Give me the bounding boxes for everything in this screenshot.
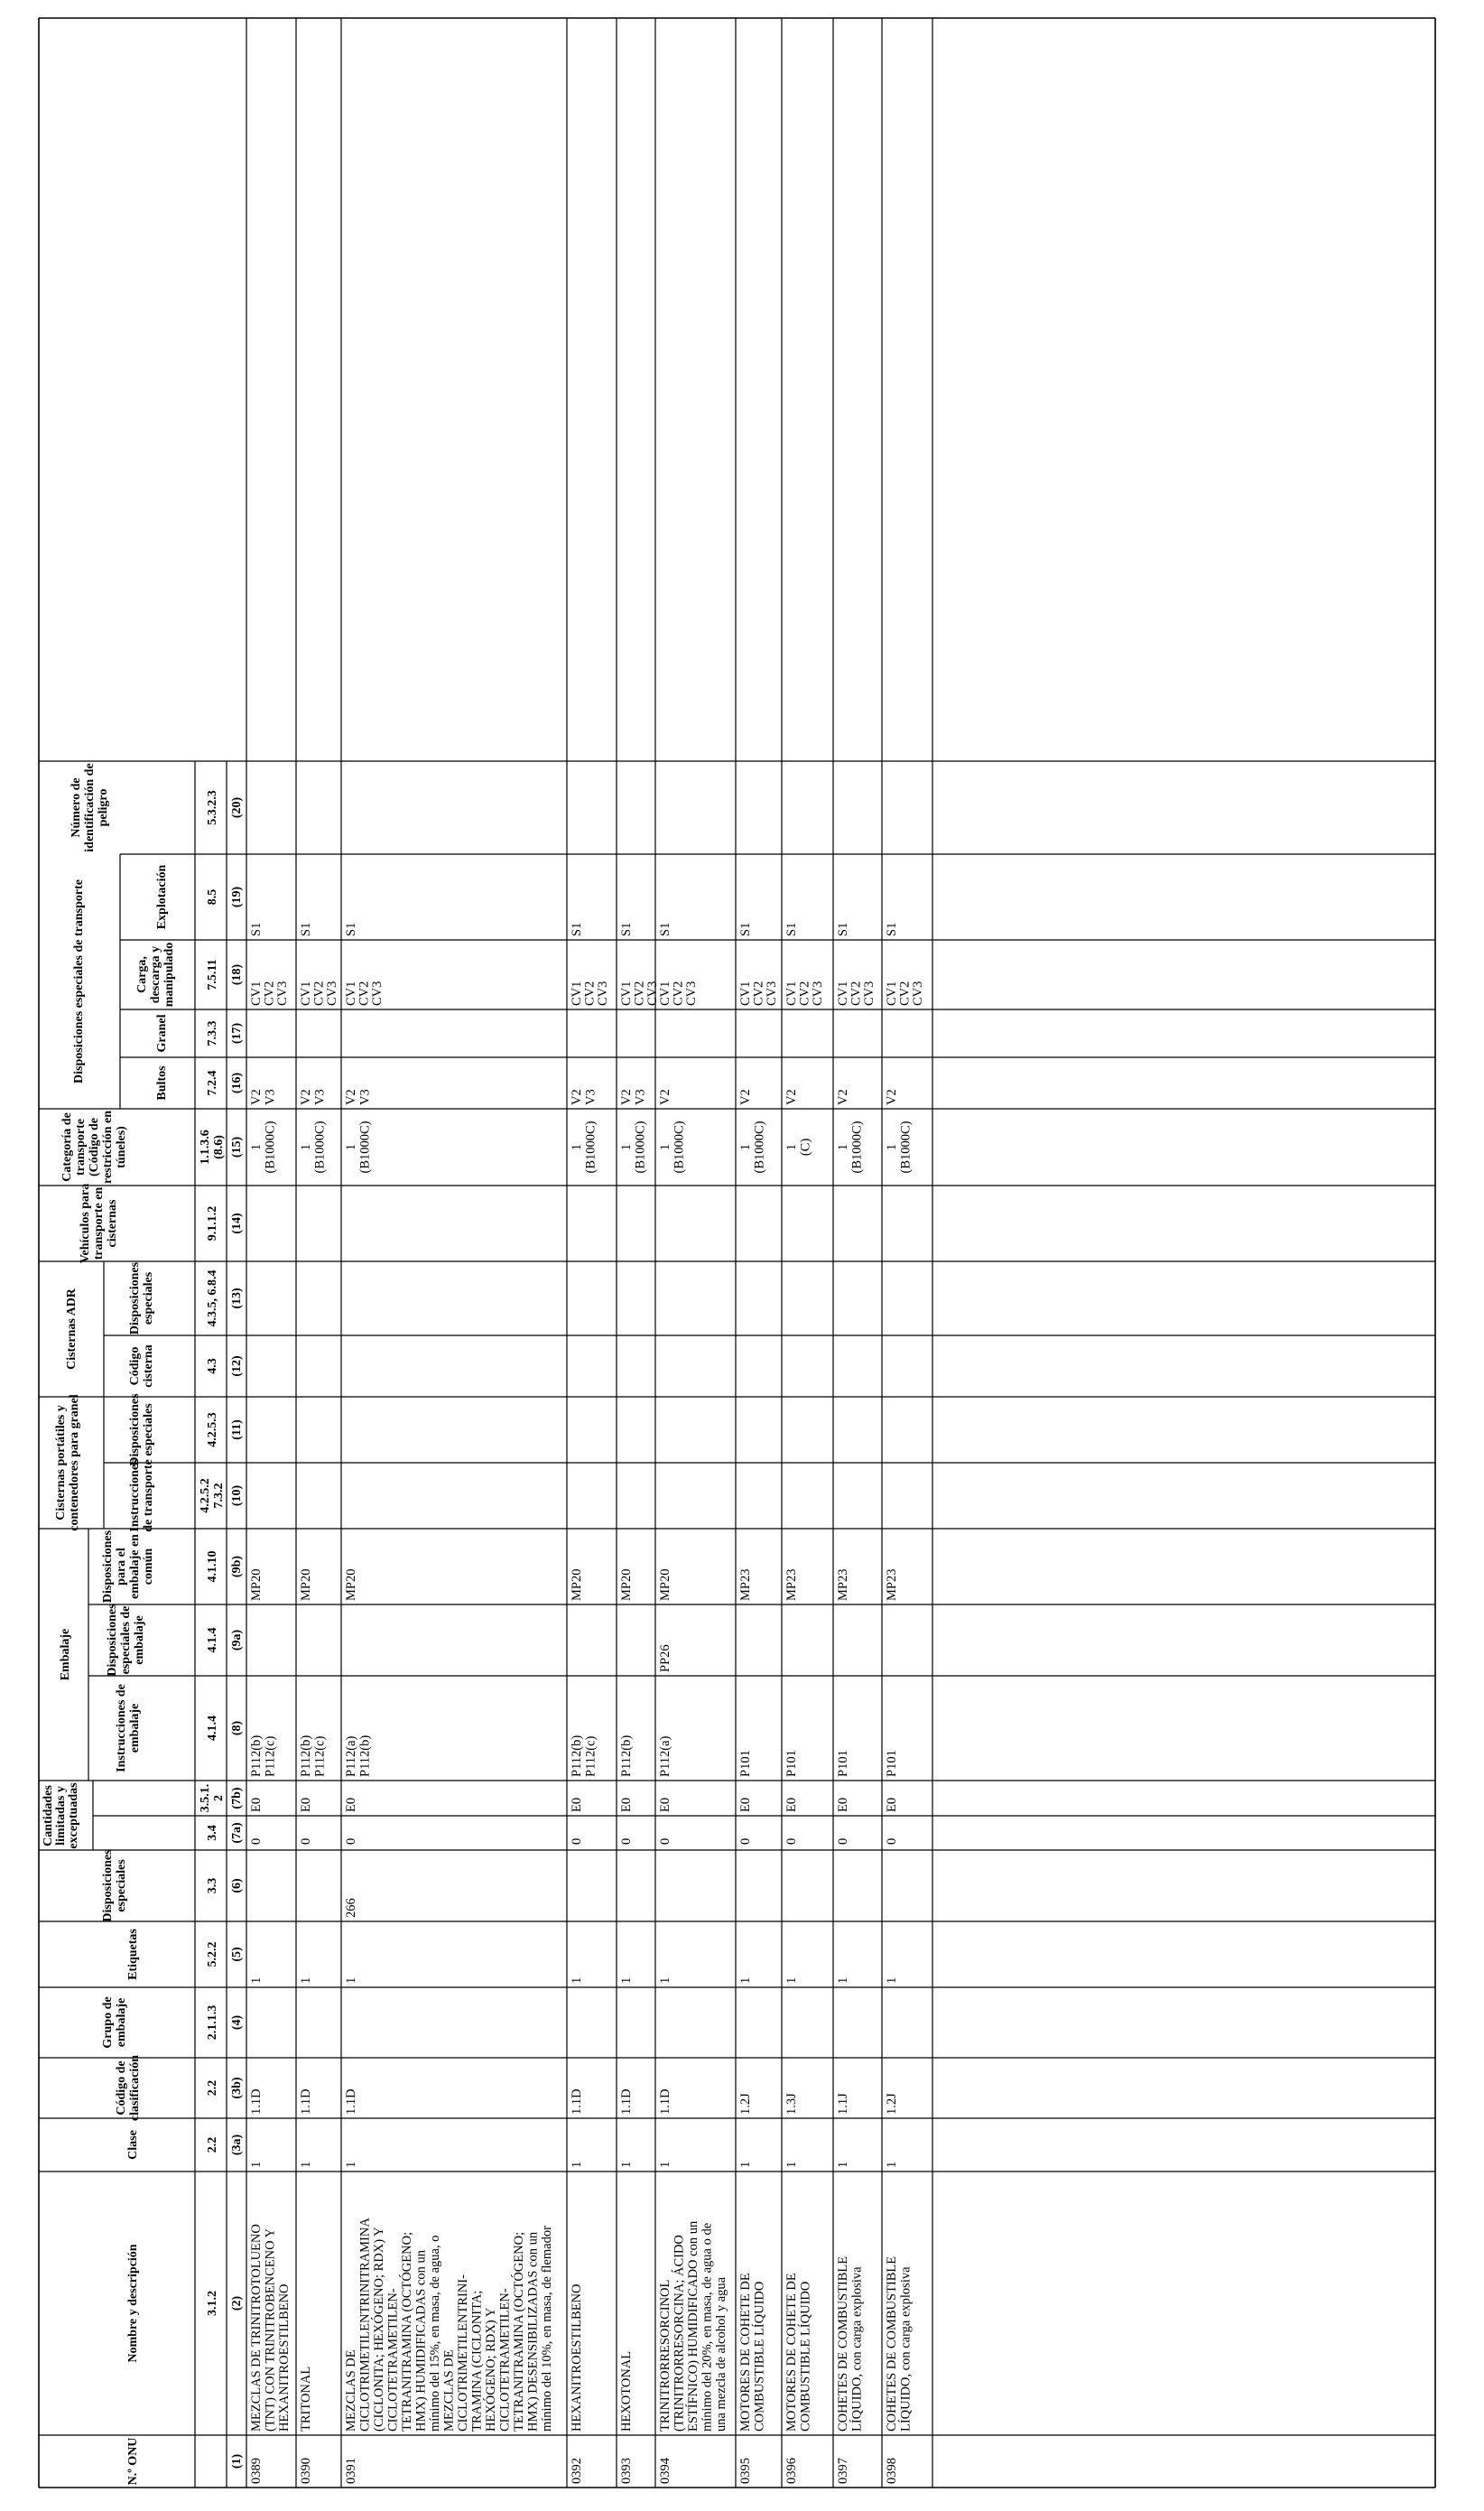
packing-instruction: P101 (885, 1750, 899, 1777)
label-value: 1 (249, 1976, 264, 1984)
loading-provision: CV2 (751, 981, 766, 1006)
limited-qty: 0 (738, 1837, 753, 1845)
substance-name: MEZCLAS DE (441, 2349, 457, 2432)
loading-provision: CV2 (632, 981, 647, 1006)
packing-instruction: P112(a) (658, 1735, 672, 1777)
packages-provision: V3 (357, 1089, 373, 1105)
class-value: 1 (836, 2161, 850, 2168)
loading-provision: CV3 (370, 981, 385, 1006)
reference-label: 7.3.3 (206, 1020, 219, 1046)
transport-category: (B1000C) (312, 1121, 328, 1174)
column-number: (4) (230, 2014, 244, 2031)
transport-category: 1 (658, 1143, 672, 1151)
reference-label: 2.2 (206, 2136, 219, 2153)
loading-provision: CV3 (325, 981, 339, 1006)
transport-category: 1 (570, 1143, 584, 1151)
packages-provision: V2 (885, 1089, 899, 1105)
column-number: (9a) (230, 1629, 244, 1651)
operation-provision: S1 (885, 922, 899, 936)
reference-label: 9.1.1.2 (206, 1205, 219, 1242)
un-number: 0393 (619, 2458, 634, 2484)
loading-provision: CV2 (897, 981, 913, 1006)
substance-name: MEZCLAS DE TRINITROTOLUENO (249, 2224, 264, 2432)
column-number: (15) (230, 1136, 244, 1158)
reference-label: 7.2.4 (206, 1070, 219, 1096)
reference-label: 4.1.4 (206, 1716, 219, 1741)
excepted-qty: E0 (344, 1797, 358, 1812)
column-header: transporte (74, 1119, 88, 1176)
un-number: 0390 (299, 2458, 313, 2484)
classification-code: 1.1D (658, 2088, 672, 2115)
limited-qty: 0 (784, 1837, 799, 1845)
column-header: embalaje (128, 1703, 142, 1753)
transport-category: 1 (619, 1143, 634, 1151)
mixed-packing: MP20 (249, 1568, 264, 1601)
classification-code: 1.1D (299, 2088, 313, 2115)
substance-name: COHETES DE COMBUSTIBLE (885, 2255, 899, 2432)
un-number: 0389 (249, 2458, 264, 2484)
operation-provision: S1 (299, 922, 313, 936)
transport-category: (B1000C) (583, 1121, 598, 1174)
column-number: (1) (230, 2453, 244, 2469)
classification-code: 1.1D (619, 2088, 634, 2115)
loading-provision: CV1 (738, 981, 753, 1006)
column-header: Grupo de (101, 1996, 115, 2049)
mixed-packing: MP23 (738, 1568, 753, 1601)
packing-instruction: P101 (784, 1750, 799, 1777)
transport-category: (B1000C) (633, 1121, 648, 1174)
column-header: cisternas (106, 1199, 119, 1248)
substance-name: HEXÓGENO; RDX) Y (484, 2307, 498, 2432)
transport-category: 1 (249, 1143, 264, 1151)
packages-provision: V2 (658, 1089, 672, 1105)
column-header: transporte en (92, 1186, 106, 1260)
substance-name: TETRANITRAMINA (OCTÓGENO; (512, 2231, 526, 2432)
substance-name: TRAMINA (CICLONITA; (469, 2290, 485, 2432)
operation-provision: S1 (784, 922, 799, 936)
limited-qty: 0 (836, 1837, 850, 1845)
loading-provision: CV2 (671, 981, 686, 1006)
substance-name: CICLOTRIMETILENTRINI- (456, 2274, 470, 2432)
loading-provision: CV1 (299, 981, 313, 1006)
column-number: (6) (230, 1878, 244, 1893)
mixed-packing: MP20 (619, 1568, 634, 1601)
substance-name: HMX) DESENSIBILIZADAS con un (525, 2231, 541, 2432)
header-cantidades: limitadas y (54, 1786, 68, 1846)
column-number: (7a) (230, 1822, 244, 1844)
loading-provision: CV2 (849, 981, 864, 1006)
limited-qty: 0 (249, 1837, 264, 1845)
column-header: N.º ONU (126, 2437, 140, 2486)
excepted-qty: E0 (619, 1797, 634, 1812)
reference-label: 8.5 (206, 888, 219, 906)
mixed-packing: MP20 (658, 1568, 672, 1601)
special-provision: 266 (344, 1898, 358, 1918)
excepted-qty: E0 (885, 1797, 899, 1812)
reference-label: 3.5.1. (199, 1783, 212, 1813)
loading-provision: CV1 (658, 981, 672, 1006)
loading-provision: CV3 (645, 981, 660, 1006)
column-header: Número de (70, 777, 83, 838)
substance-name: una mezcla de alcohol y agua (714, 2276, 728, 2432)
column-header: Nombre y descripción (126, 2244, 140, 2363)
reference-label: 3.4 (206, 1825, 219, 1841)
un-number: 0392 (570, 2458, 584, 2484)
classification-code: 1.1D (570, 2088, 584, 2115)
packing-instruction: P112(c) (583, 1735, 598, 1777)
reference-label: (8.6) (212, 1135, 226, 1159)
packing-instruction: P112(b) (249, 1734, 264, 1777)
loading-provision: CV1 (784, 981, 799, 1006)
column-number: (2) (230, 2295, 244, 2311)
transport-category: 1 (299, 1143, 313, 1151)
header-disposiciones-transporte: Disposiciones especiales de transporte (72, 879, 86, 1083)
classification-code: 1.3J (784, 2093, 799, 2115)
reference-label: 1.1.3.6 (199, 1130, 212, 1165)
header-cisternas-adr: Cisternas ADR (65, 1288, 79, 1370)
reference-label: 4.2.5.2 (199, 1478, 212, 1513)
substance-name: MOTORES DE COHETE DE (738, 2273, 753, 2432)
label-value: 1 (658, 1976, 672, 1984)
class-value: 1 (619, 2161, 634, 2168)
label-value: 1 (570, 1976, 584, 1984)
loading-provision: CV2 (262, 981, 277, 1006)
loading-provision: CV1 (836, 981, 850, 1006)
column-header: Categoría de (60, 1112, 74, 1182)
column-header: manipulado (162, 942, 176, 1008)
packages-provision: V3 (583, 1089, 598, 1105)
packages-provision: V2 (299, 1089, 313, 1105)
loading-provision: CV3 (765, 981, 779, 1006)
substance-name: LÍQUIDO, con carga explosiva (898, 2266, 914, 2432)
un-number: 0398 (885, 2458, 899, 2484)
substance-name: COHETES DE COMBUSTIBLE (836, 2255, 850, 2432)
column-header: Vehículos para (79, 1183, 92, 1264)
label-value: 1 (784, 1976, 799, 1984)
reference-label: 2 (212, 1795, 226, 1801)
loading-provision: CV1 (885, 981, 899, 1006)
column-number: (20) (230, 796, 244, 819)
column-header: especiales (142, 1271, 155, 1325)
column-number: (9b) (230, 1555, 244, 1578)
mixed-packing: MP20 (299, 1568, 313, 1601)
packing-instruction: P112(b) (299, 1734, 313, 1777)
limited-qty: 0 (570, 1837, 584, 1845)
substance-name: TRITONAL (299, 2366, 313, 2432)
column-header: embalaje (115, 1997, 128, 2048)
label-value: 1 (836, 1976, 850, 1984)
header-cantidades: exceptuadas (67, 1782, 80, 1849)
header-embalaje: Embalaje (59, 1628, 72, 1681)
operation-provision: S1 (570, 922, 584, 936)
column-number: (3b) (230, 2077, 244, 2099)
packages-provision: V2 (344, 1089, 358, 1105)
mixed-packing: MP23 (784, 1568, 799, 1601)
label-value: 1 (344, 1976, 358, 1984)
class-value: 1 (344, 2161, 358, 2168)
column-header: Instrucciones de (115, 1684, 128, 1772)
header-cantidades: Cantidades (42, 1785, 55, 1846)
operation-provision: S1 (249, 922, 264, 936)
reference-label: 4.2.5.3 (206, 1412, 219, 1447)
loading-provision: CV1 (619, 981, 634, 1006)
substance-name: ESTÍFNICO) HUMIDIFICADO con un (686, 2220, 700, 2432)
packages-provision: V2 (836, 1089, 850, 1105)
column-header: especiales (115, 1859, 128, 1912)
operation-provision: S1 (619, 922, 634, 936)
label-value: 1 (738, 1976, 753, 1984)
loading-provision: CV3 (596, 981, 610, 1006)
transport-category: (B1000C) (263, 1121, 278, 1174)
mixed-packing: MP20 (344, 1568, 358, 1601)
column-header: Clase (126, 2130, 140, 2160)
transport-category: (B1000C) (752, 1121, 767, 1174)
operation-provision: S1 (836, 922, 850, 936)
limited-qty: 0 (344, 1837, 358, 1845)
column-number: (18) (230, 963, 244, 986)
excepted-qty: E0 (249, 1797, 264, 1812)
class-value: 1 (570, 2161, 584, 2168)
column-header: descarga y (149, 945, 162, 1004)
loading-provision: CV3 (684, 981, 699, 1006)
class-value: 1 (249, 2161, 264, 2168)
reference-label: 4.1.10 (206, 1550, 219, 1583)
packing-instruction: P101 (738, 1750, 753, 1777)
excepted-qty: E0 (738, 1797, 753, 1812)
class-value: 1 (658, 2161, 672, 2168)
packing-instruction: P112(b) (619, 1734, 634, 1777)
transport-category: (B1000C) (898, 1121, 914, 1174)
label-value: 1 (885, 1976, 899, 1984)
packages-provision: V2 (570, 1089, 584, 1105)
column-number: (11) (230, 1419, 244, 1440)
substance-name: CICLOTRIMETILENTRINITRAMINA (357, 2218, 373, 2432)
packages-provision: V3 (312, 1089, 328, 1105)
loading-provision: CV3 (911, 981, 925, 1006)
column-header: peligro (97, 788, 110, 827)
excepted-qty: E0 (784, 1797, 799, 1812)
mixed-packing: MP23 (885, 1568, 899, 1601)
class-value: 1 (738, 2161, 753, 2168)
loading-provision: CV1 (570, 981, 584, 1006)
column-header: Explotación (155, 864, 169, 930)
un-number: 0396 (784, 2458, 799, 2484)
excepted-qty: E0 (658, 1797, 672, 1812)
reference-label: 2.2 (206, 2079, 219, 2097)
un-number: 0391 (344, 2458, 358, 2484)
loading-provision: CV1 (249, 981, 264, 1006)
limited-qty: 0 (885, 1837, 899, 1845)
column-number: (19) (230, 886, 244, 908)
substance-name: CICLOTETRAMETILEN- (497, 2288, 513, 2432)
reference-label: 4.3 (206, 1358, 219, 1374)
packages-provision: V3 (633, 1089, 648, 1105)
loading-provision: CV3 (275, 981, 290, 1006)
reference-label: 7.5.11 (206, 959, 219, 990)
transport-category: (B1000C) (849, 1121, 865, 1174)
column-header: Bultos (155, 1065, 169, 1101)
column-header: Etiquetas (126, 1929, 140, 1980)
column-header: embalaje en (128, 1534, 142, 1599)
header-cisternas-portatiles: Cisternas portátiles y (54, 1405, 68, 1521)
excepted-qty: E0 (299, 1797, 313, 1812)
column-header: de transporte (142, 1459, 155, 1532)
excepted-qty: E0 (570, 1797, 584, 1812)
substance-name: mínimo del 10%, en masa, de flemador (540, 2226, 554, 2432)
substance-name: COMBUSTIBLE LÍQUIDO (752, 2281, 767, 2432)
un-number: 0395 (738, 2458, 753, 2484)
column-header: Granel (155, 1014, 169, 1053)
operation-provision: S1 (738, 922, 753, 936)
substance-name: HEXANITROESTILBENO (570, 2283, 584, 2432)
reference-label: 3.1.2 (206, 2291, 219, 2316)
label-value: 1 (619, 1976, 634, 1984)
substance-name: LÍQUIDO, con carga explosiva (849, 2266, 865, 2432)
classification-code: 1.2J (885, 2093, 899, 2115)
column-number: (14) (230, 1213, 244, 1234)
classification-code: 1.1D (249, 2088, 264, 2115)
packing-instruction: P112(c) (312, 1735, 328, 1777)
substance-name: (TNT) CON TRINITROBENCENO Y (263, 2227, 278, 2432)
classification-code: 1.1D (344, 2088, 358, 2115)
column-header: para el (115, 1548, 128, 1586)
column-number: (3a) (230, 2134, 244, 2156)
loading-provision: CV2 (311, 981, 327, 1006)
substance-name: mínimo del 20%, en masa, de agua o de (700, 2222, 715, 2432)
un-number: 0397 (836, 2458, 850, 2484)
operation-provision: S1 (344, 922, 358, 936)
column-number: (16) (230, 1072, 244, 1094)
column-header: especiales (142, 1403, 155, 1456)
column-header: Disposiciones (101, 1530, 115, 1604)
substance-name: HEXOTONAL (619, 2350, 634, 2432)
column-header: Disposiciones (101, 1849, 115, 1922)
class-value: 1 (885, 2161, 899, 2168)
substance-name: mínimo del 15%, en masa, de agua, o (428, 2235, 442, 2432)
column-number: (7b) (230, 1787, 244, 1809)
transport-category: 1 (344, 1143, 358, 1151)
substance-name: MEZCLAS DE (344, 2349, 358, 2432)
loading-provision: CV3 (811, 981, 825, 1006)
substance-name: HEXANITROESTILBENO (277, 2283, 292, 2432)
column-header: embalaje (133, 1615, 146, 1665)
column-number: (8) (230, 1720, 244, 1736)
transport-category: 1 (885, 1143, 899, 1151)
column-header: identificación de (83, 763, 97, 852)
transport-category: 1 (836, 1143, 850, 1151)
column-header: restricción en (101, 1111, 115, 1184)
column-header: Disposiciones (106, 1604, 119, 1677)
packing-instruction: P101 (836, 1750, 850, 1777)
reference-label: 5.2.2 (206, 1941, 219, 1967)
column-header: cisterna (142, 1344, 155, 1388)
transport-category: (C) (798, 1138, 813, 1157)
column-number: (17) (230, 1022, 244, 1045)
substance-name: (TRINITRORRESORCINA; ÁCIDO (672, 2235, 687, 2432)
mixed-packing: MP23 (836, 1568, 850, 1601)
column-header: Carga, (135, 956, 149, 993)
packages-provision: V2 (619, 1089, 634, 1105)
classification-code: 1.2J (738, 2093, 753, 2115)
reference-label: 4.3.5, 6.8.4 (206, 1269, 219, 1327)
mixed-packing: MP20 (570, 1568, 584, 1601)
packages-provision: V2 (738, 1089, 753, 1105)
excepted-qty: E0 (836, 1797, 850, 1812)
class-value: 1 (299, 2161, 313, 2168)
column-header: (Código de (88, 1118, 101, 1176)
operation-provision: S1 (658, 922, 672, 936)
substance-name: TRINITRORRESORCINOL (658, 2279, 672, 2432)
transport-category: (B1000C) (672, 1121, 687, 1174)
substance-name: MOTORES DE COHETE DE (784, 2273, 799, 2432)
reference-label: 2.1.1.3 (206, 2004, 219, 2041)
column-number: (10) (230, 1484, 244, 1507)
loading-provision: CV2 (357, 981, 372, 1006)
column-header: túneles) (115, 1126, 128, 1168)
transport-category: 1 (738, 1143, 753, 1151)
loading-provision: CV2 (797, 981, 812, 1006)
header-cisternas-portatiles: contenedores para granel (68, 1394, 81, 1531)
loading-provision: CV1 (344, 981, 358, 1006)
packing-instruction: P112(a) (344, 1735, 358, 1777)
limited-qty: 0 (299, 1837, 313, 1845)
loading-provision: CV2 (582, 981, 598, 1006)
column-header: especiales de (119, 1605, 133, 1675)
reference-label: 3.3 (206, 1877, 219, 1894)
column-number: (12) (230, 1355, 244, 1377)
packages-provision: V2 (249, 1089, 264, 1105)
column-header: Código (128, 1346, 142, 1386)
reference-label: 5.3.2.3 (206, 790, 219, 825)
transport-category: (B1000C) (357, 1121, 373, 1174)
packing-instruction: P112(b) (570, 1734, 584, 1777)
column-header: clasificación (128, 2054, 142, 2122)
substance-name: TETRANITRAMINA (OCTÓGENO; (400, 2231, 414, 2432)
packages-provision: V3 (263, 1089, 278, 1105)
rotated-table (39, 18, 1435, 2488)
un-number: 0394 (658, 2458, 672, 2484)
substance-name: COMBUSTIBLE LÍQUIDO (798, 2281, 813, 2432)
loading-provision: CV3 (862, 981, 876, 1006)
substance-name: CICLOTETRAMETILEN- (385, 2288, 401, 2432)
packing-instruction: P112(c) (263, 1735, 278, 1777)
column-header: Disposiciones (128, 1261, 142, 1335)
limited-qty: 0 (619, 1837, 634, 1845)
reference-label: 4.1.4 (206, 1627, 219, 1653)
column-header: Instrucciones (128, 1459, 142, 1532)
packing-provision: PP26 (658, 1644, 672, 1672)
limited-qty: 0 (658, 1837, 672, 1845)
column-header: Código de (115, 2060, 128, 2116)
label-value: 1 (299, 1976, 313, 1984)
column-header: Disposiciones (128, 1393, 142, 1466)
transport-category: 1 (784, 1143, 799, 1151)
packages-provision: V2 (784, 1089, 799, 1105)
column-header: común (142, 1548, 155, 1586)
substance-name: HMX) HUMIDIFICADAS con un (413, 2250, 429, 2432)
column-number: (13) (230, 1288, 244, 1309)
reference-label: 7.3.2 (212, 1483, 226, 1509)
packing-instruction: P112(b) (357, 1734, 373, 1777)
column-number: (5) (230, 1947, 244, 1962)
substance-name: (CICLONITA; HEXÓGENO; RDX) Y (372, 2227, 386, 2432)
classification-code: 1.1J (836, 2093, 850, 2115)
class-value: 1 (784, 2161, 799, 2168)
